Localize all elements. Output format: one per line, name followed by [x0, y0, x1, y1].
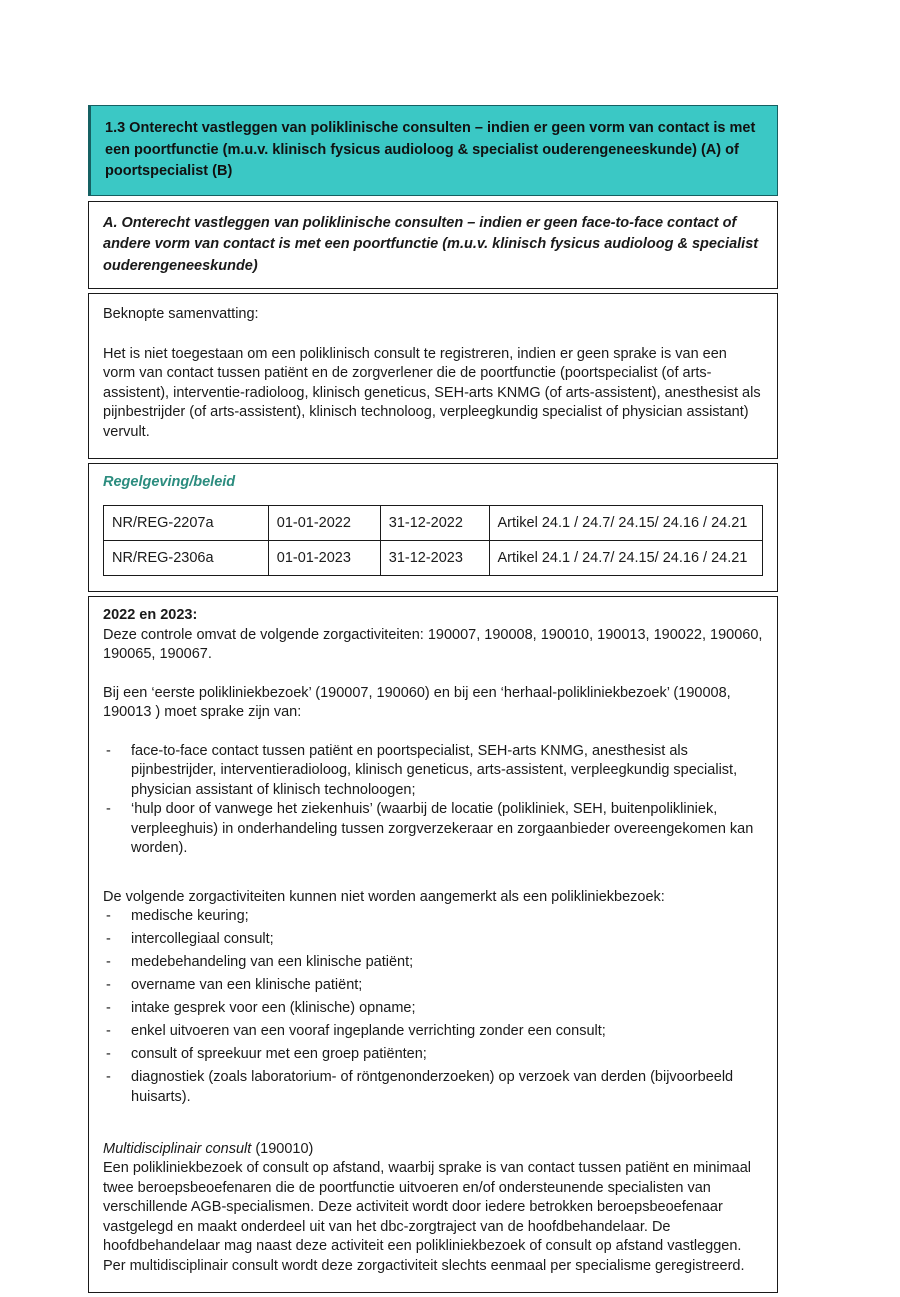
list-item: - overname van een klinische patiënt; — [103, 976, 763, 996]
list-item: - medische keuring; — [103, 907, 763, 927]
list-item: - medebehandeling van een klinische patiënt; — [103, 953, 763, 973]
start-date-cell: 01-01-2023 — [268, 541, 380, 576]
excluded-activities-intro: De volgende zorgactiviteiten kunnen niet worden aangemerkt als een polikliniekbezoek: — [103, 888, 665, 905]
subsection-a-header — [88, 201, 778, 290]
article-cell: Artikel 24.1 / 24.7/ 24.15/ 24.16 / 24.21 — [489, 506, 763, 541]
excluded-activities-list — [103, 907, 763, 1107]
document-page — [88, 105, 778, 1297]
summary-heading: Beknopte samenvatting: — [103, 306, 259, 322]
years-heading: 2022 en 2023: — [103, 607, 198, 623]
table-row — [104, 541, 763, 576]
regulation-table — [103, 505, 763, 576]
multidisciplinary-heading-title: Multidisciplinair consult — [103, 1140, 252, 1157]
visit-condition-paragraph: Bij een ‘eerste polikliniekbezoek’ (190007, 190060) en bij een ‘herhaal-polikliniekbezoek’ (190008, 190013 ) moet sprake zijn van: — [103, 684, 731, 720]
multidisciplinary-heading-code: (190010) — [255, 1140, 314, 1157]
contact-requirements-list — [103, 742, 763, 859]
list-item: - enkel uitvoeren van een vooraf ingeplande verrichting zonder een consult; — [103, 1022, 763, 1042]
summary-section — [88, 293, 778, 459]
multidisciplinary-paragraph: Een polikliniekbezoek of consult op afstand, waarbij sprake is van contact tussen patiënt en minimaal twee beroepsbeoefenaren die de poortfunctie uitvoeren en/of ondersteunende specialisten van verschillende AGB-specialismen. Deze activiteit wordt door iedere betrokken beroepsbeoefenaar vastgelegd en maakt onderdeel uit van het dbc-zorgtraject van de hoofdbehandelaar. De hoofdbehandelaar mag naast deze activiteit een polikliniekbezoek of consult op afstand vastleggen. Per multidisciplinair consult wordt deze zorgactiviteit slechts eenmaal per specialisme geregistreerd. — [103, 1160, 752, 1274]
regulation-section — [88, 463, 778, 592]
list-item: - ‘hulp door of vanwege het ziekenhuis’ (waarbij de locatie (polikliniek, SEH, buitenpolikliniek, verpleeghuis) in onderhandeling tussen zorgverzekeraar en zorgaanbieder overeengekomen kan worden). — [103, 800, 763, 859]
list-item: - diagnostiek (zoals laboratorium- of röntgenonderzoeken) op verzoek van derden (bijvoorbeeld huisarts). — [103, 1068, 763, 1107]
control-scope-paragraph: Deze controle omvat de volgende zorgactiviteiten: 190007, 190008, 190010, 190013, 190022, 190060, 190065, 190067. — [103, 626, 763, 662]
regulation-heading: Regelgeving/beleid — [103, 474, 236, 490]
regulation-code-cell: NR/REG-2207a — [104, 506, 269, 541]
section-title-text: 1.3 Onterecht vastleggen van poliklinische consulten – indien er geen vorm van contact is met een poortfunctie (m.u.v. klinisch fysicus audioloog & specialist ouderengeneeskunde) (A) of poortspecialist (B) — [105, 120, 756, 179]
regulation-code-cell: NR/REG-2306a — [104, 541, 269, 576]
main-content-section — [88, 596, 778, 1293]
start-date-cell: 01-01-2022 — [268, 506, 380, 541]
list-item: - intake gesprek voor een (klinische) opname; — [103, 999, 763, 1019]
summary-body: Het is niet toegestaan om een poliklinisch consult te registreren, indien er geen sprake is van een vorm van contact tussen patiënt en de zorgverlener die de poortfunctie (poortspecialist (of arts-assistent), interventie-radioloog, klinisch geneticus, SEH-arts KNMG (of arts-assistent), anesthesist als pijnbestrijder (of arts-assistent), klinisch technoloog, verpleegkundig specialist of physician assistant) vervult. — [103, 345, 761, 440]
list-item: - face-to-face contact tussen patiënt en poortspecialist, SEH-arts KNMG, anesthesist als pijnbestrijder, interventieradioloog, klinisch geneticus, arts-assistent, verpleegkundig specialist, physician assistant of klinisch technoloogen; — [103, 742, 763, 801]
multidisciplinary-heading — [103, 1140, 763, 1160]
table-row — [104, 506, 763, 541]
subsection-a-text: A. Onterecht vastleggen van poliklinische consulten – indien er geen face-to-face contact of andere vorm van contact is met een poortfunctie (m.u.v. klinisch fysicus audioloog & specialist ouderengeneeskunde) — [103, 214, 759, 274]
end-date-cell: 31-12-2023 — [380, 541, 489, 576]
list-item: - intercollegiaal consult; — [103, 930, 763, 950]
article-cell: Artikel 24.1 / 24.7/ 24.15/ 24.16 / 24.21 — [489, 541, 763, 576]
section-title-banner — [88, 105, 778, 196]
list-item: - consult of spreekuur met een groep patiënten; — [103, 1045, 763, 1065]
end-date-cell: 31-12-2022 — [380, 506, 489, 541]
